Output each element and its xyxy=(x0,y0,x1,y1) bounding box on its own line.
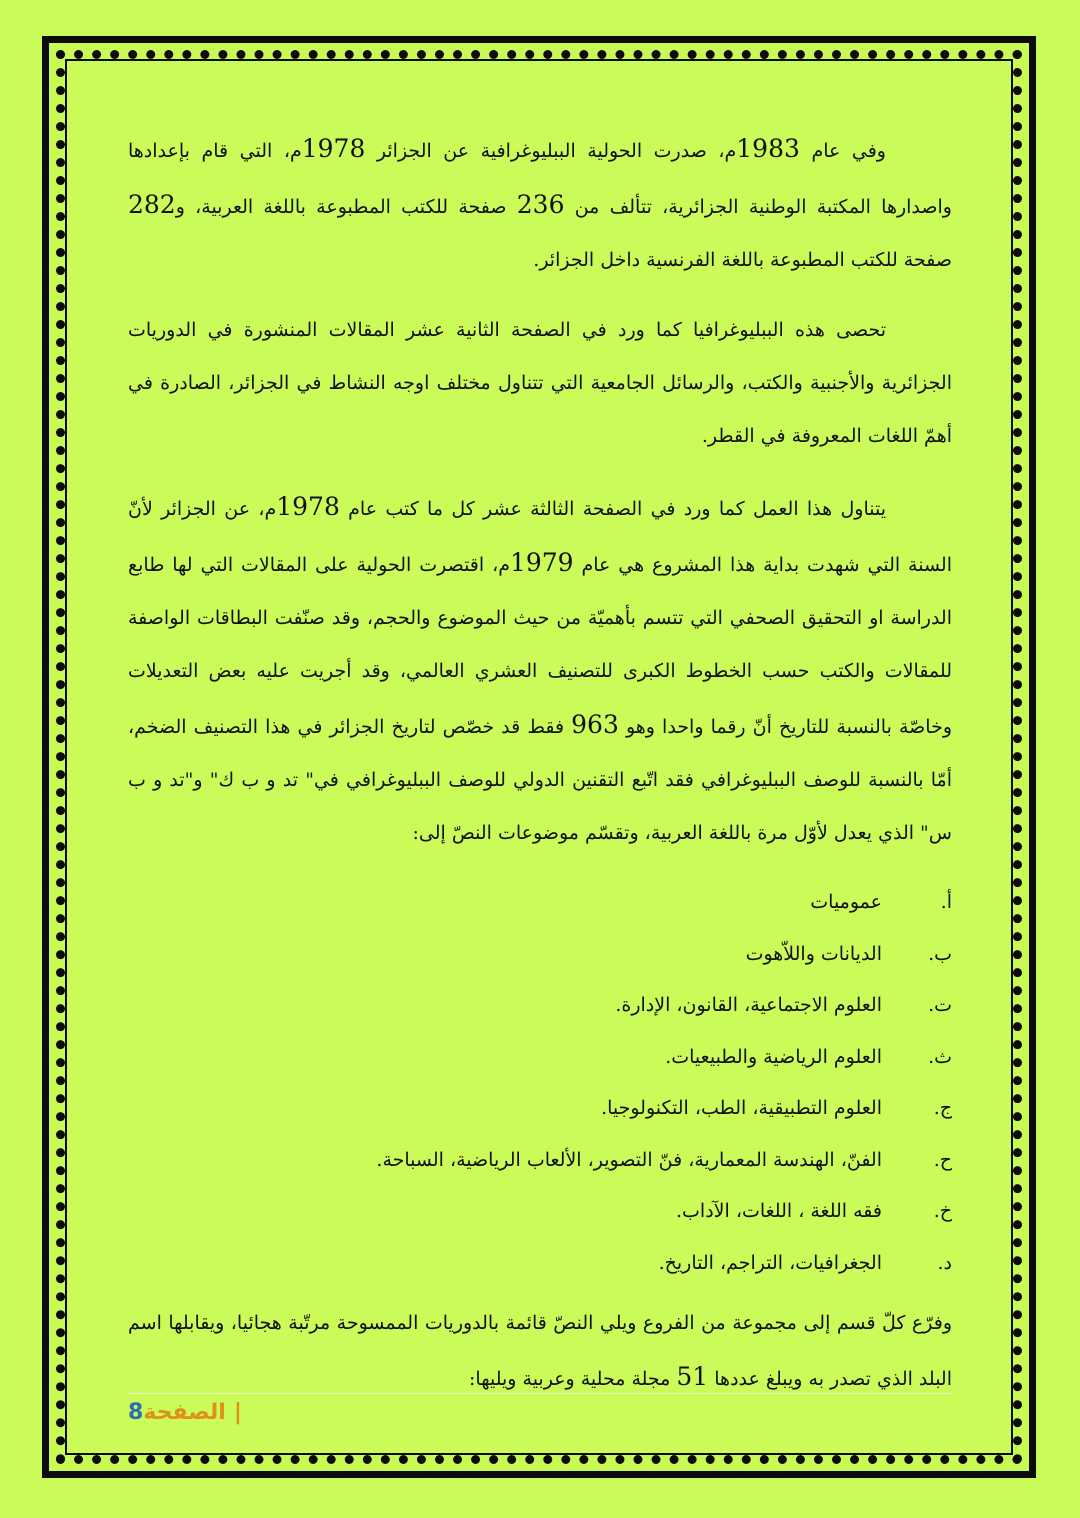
number: 1979 xyxy=(509,548,574,577)
list-item-text: عموميات xyxy=(810,891,882,913)
number: 282 xyxy=(128,190,176,219)
list-item-text: العلوم الرياضية والطبيعيات. xyxy=(665,1045,882,1068)
list-item-text: فقه اللغة ، اللغات، الآداب. xyxy=(676,1200,882,1222)
list-item xyxy=(128,980,952,1032)
list-item xyxy=(128,1032,952,1084)
paragraph-4: وفرّع كلّ قسم إلى مجموعة من الفروع ويلي النصّ قائمة بالدوريات الممسوحة مرتّبة هجائيا، ويقابلها اسم البلد الذي تصدر به ويبلغ عددها 51 مجلة محلية وعربية ويليها: xyxy=(128,1312,952,1391)
footer-divider xyxy=(128,1393,952,1394)
list-marker: ج. xyxy=(933,1097,952,1119)
list-marker: خ. xyxy=(933,1200,952,1222)
paragraph-1: وفي عام 1983م، صدرت الحولية الببليوغرافية عن الجزائر 1978م، التي قام بإعدادها واصدارها المكتبة الوطنية الجزائرية، تتألف من 236 صفحة للكتب المطبوعة باللغة العربية، و282 صفحة للكتب المطبوعة باللغة الفرنسية داخل الجزائر. xyxy=(128,134,952,271)
page-number: 8 xyxy=(128,1400,144,1425)
list-item xyxy=(128,1186,952,1238)
number: 1978 xyxy=(301,134,366,163)
list-item xyxy=(128,877,952,929)
list-marker: ث. xyxy=(928,1045,952,1068)
list-marker: ب. xyxy=(928,942,952,965)
list-item-text: الديانات واللاّهوت xyxy=(745,942,882,965)
number: 1978 xyxy=(276,492,340,521)
list-marker: ح. xyxy=(933,1148,952,1171)
page-label: الصفحة xyxy=(143,1400,226,1425)
page-footer xyxy=(128,1400,428,1440)
list-marker: د. xyxy=(937,1251,952,1274)
paragraph-2: تحصى هذه الببليوغرافيا كما ورد في الصفحة الثانية عشر المقالات المنشورة في الدوريات الجزائرية والأجنبية والكتب، والرسائل الجامعية التي تتناول مختلف اوجه النشاط في الجزائر، الصادرة في أهمّ اللغات المعروفة في القطر. xyxy=(128,319,952,447)
text-body xyxy=(128,122,952,1423)
paragraph-3: يتناول هذا العمل كما ورد في الصفحة الثالثة عشر كل ما كتب عام 1978م، عن الجزائر لأنّ السنة التي شهدت بداية هذا المشروع هي عام 1979م، اقتصرت الحولية على المقالات التي لها طابع الدراسة او التحقيق الصحفي التي تتسم بأهميّة من حيث الموضوع والحجم، وقد صنّفت البطاقات الواصفة للمقالات والكتب حسب الخطوط الكبرى للتصنيف العشري العالمي، وقد أجريت عليه بعض التعديلات وخاصّة بالنسبة للتاريخ أنّ رقما واحدا وهو 963 فقط قد خصّص لتاريخ الجزائر في هذا التصنيف الضخم، أمّا بالنسبة للوصف الببليوغرافي فقد اتّبع التقنين الدولي للوصف الببليوغرافي في" تد و ب ك" و"تد و ب س" الذي يعدل لأوّل مرة باللغة العربية، وتقسّم موضوعات النصّ إلى: xyxy=(128,492,953,844)
topic-list xyxy=(128,877,952,1289)
footer-separator: | xyxy=(233,1400,242,1425)
list-marker: ت. xyxy=(928,994,952,1016)
list-item-text: العلوم الاجتماعية، القانون، الإدارة. xyxy=(615,994,882,1016)
number: 1983 xyxy=(736,134,800,163)
list-marker: أ. xyxy=(940,891,952,913)
number: 963 xyxy=(571,710,619,739)
list-item-text: العلوم التطبيقية، الطب، التكنولوجيا. xyxy=(601,1097,882,1119)
list-item xyxy=(128,929,952,981)
list-item-text: الجغرافيات، التراجم، التاريخ. xyxy=(658,1251,882,1274)
list-item xyxy=(128,1238,952,1290)
list-item-text: الفنّ، الهندسة المعمارية، فنّ التصوير، الألعاب الرياضية، السباحة. xyxy=(376,1148,882,1171)
list-item xyxy=(128,1083,952,1135)
list-item xyxy=(128,1135,952,1187)
number: 51 xyxy=(676,1362,709,1391)
number: 236 xyxy=(516,190,565,219)
